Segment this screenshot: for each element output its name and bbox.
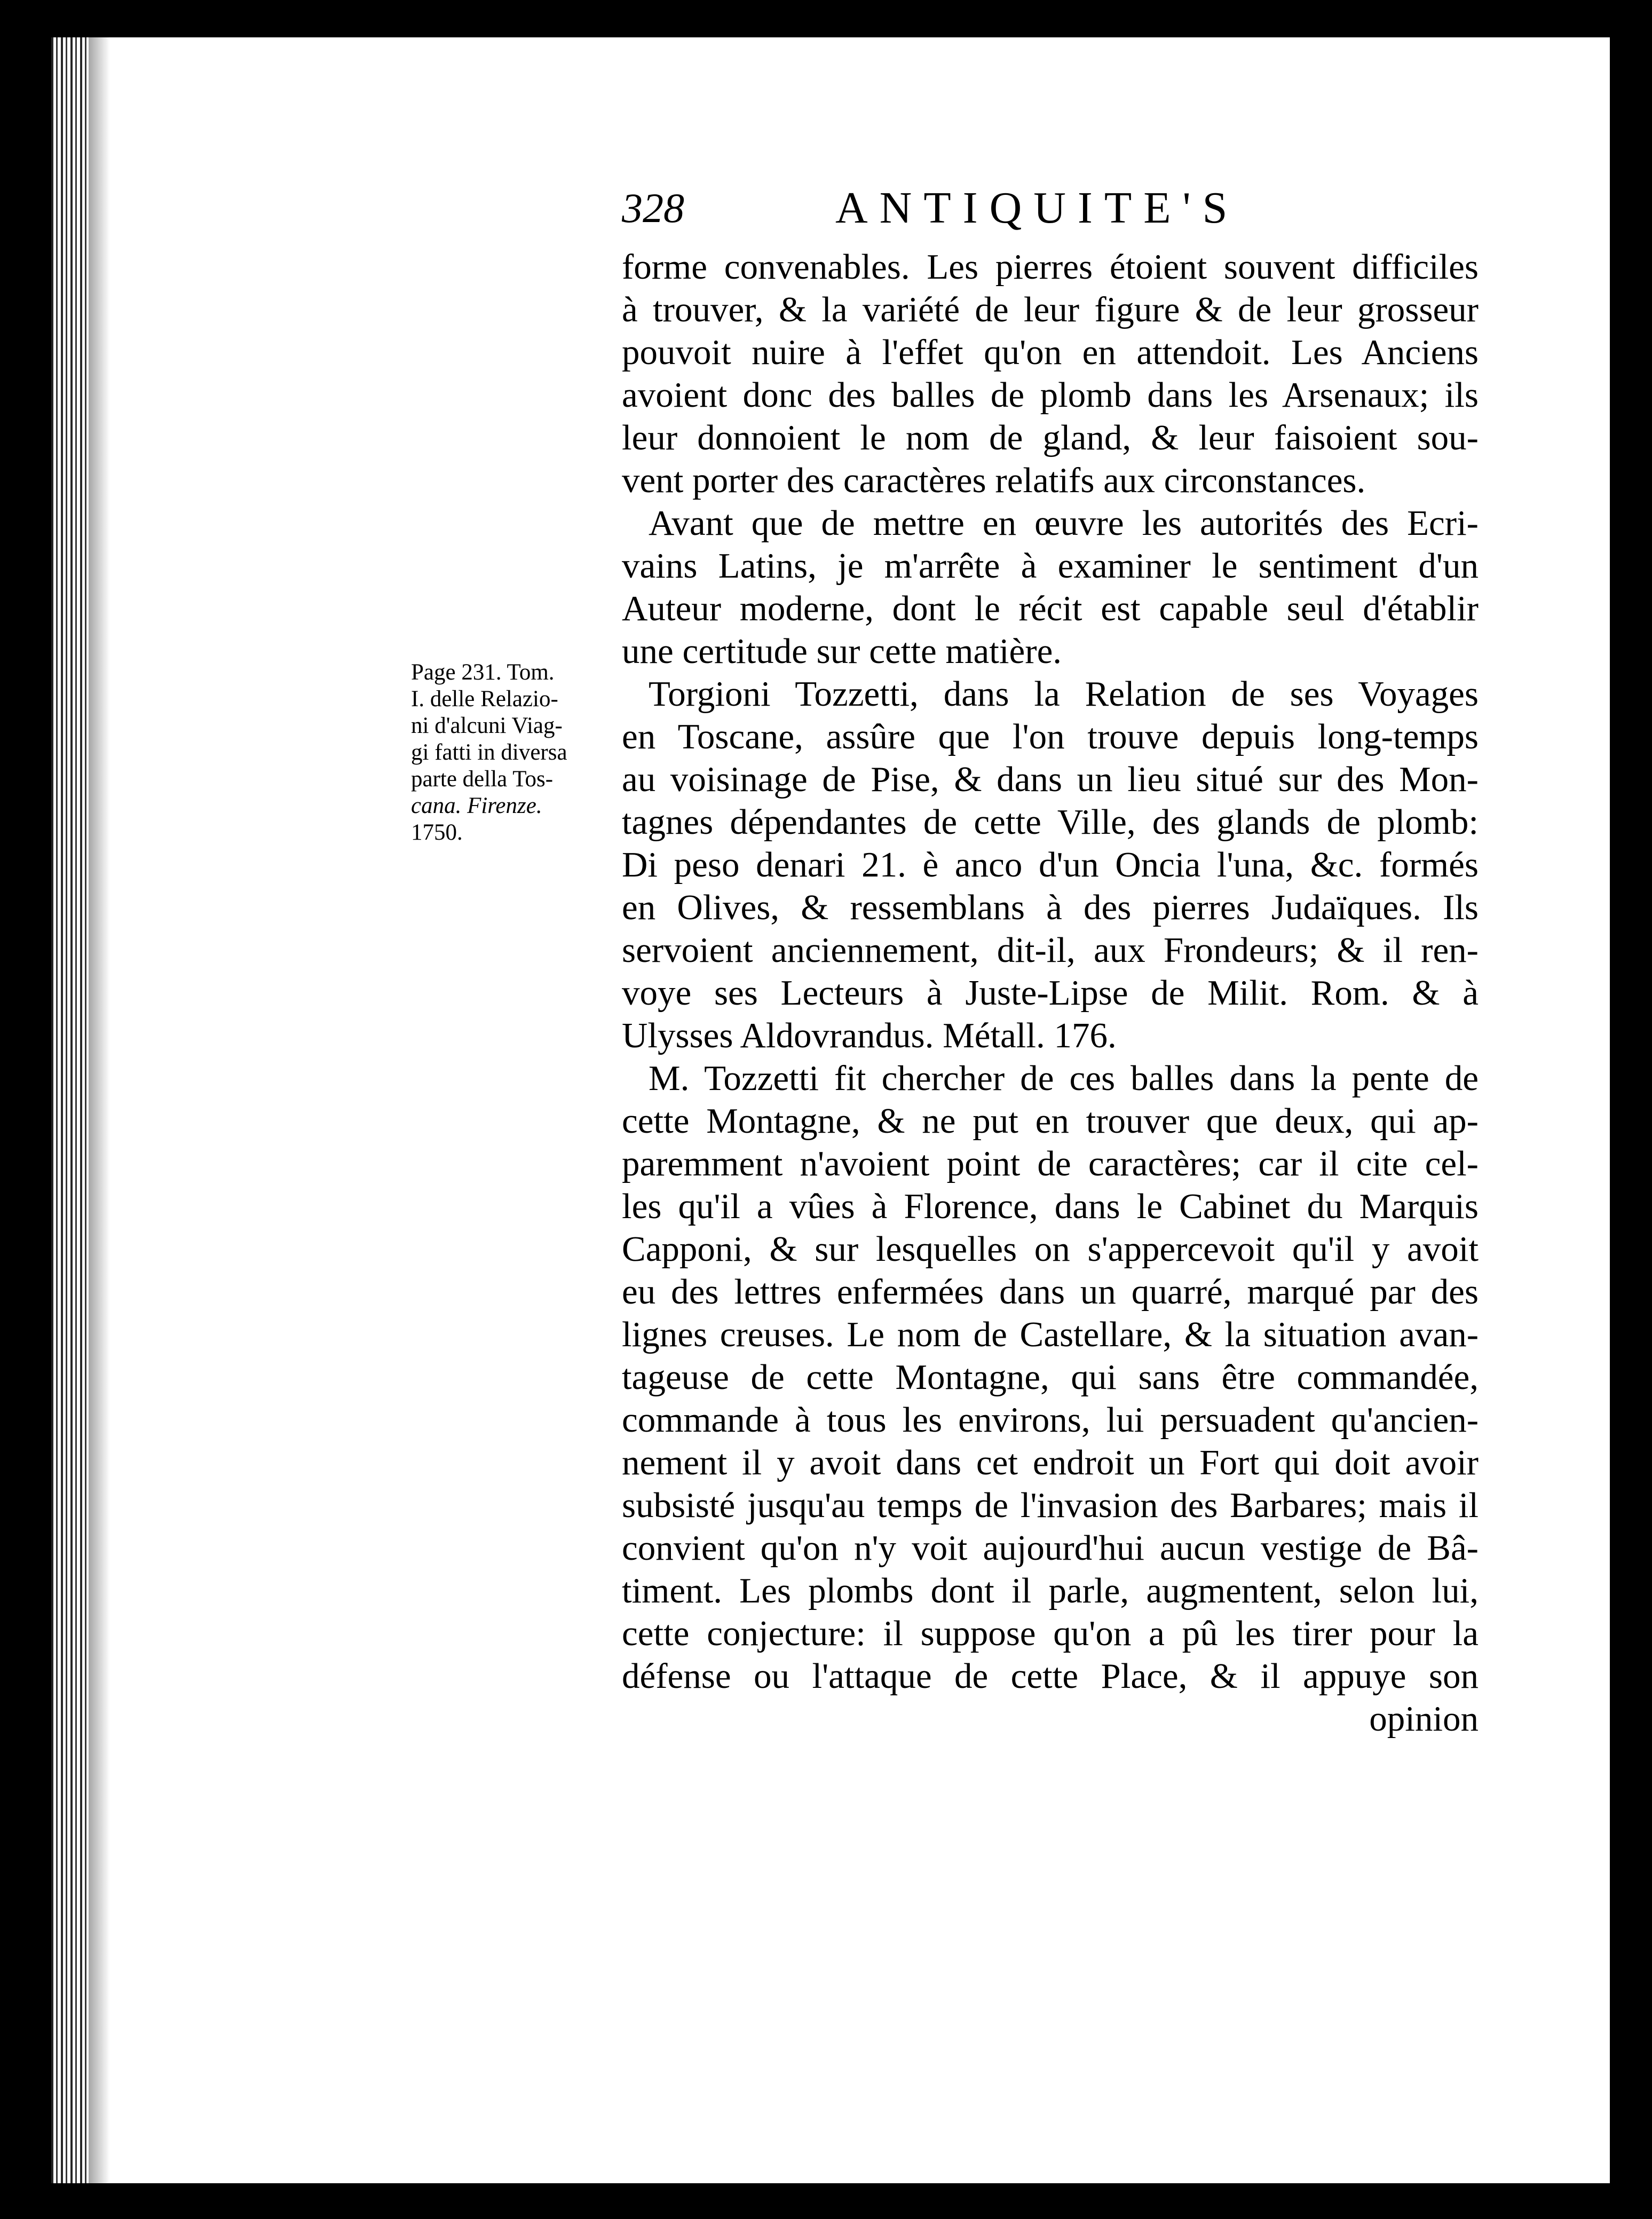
body-text (622, 246, 1479, 1740)
text-line: Avant que de mettre en œuvre les autorités des Ecri- (649, 503, 1479, 543)
text-line: avoient donc des balles de plomb dans les Arsenaux; ils (622, 375, 1479, 415)
text-line: voye ses Lecteurs à Juste-Lipse de Milit. Rom. & à (622, 973, 1479, 1013)
text-line: tagnes dépendantes de cette Ville, des glands de plomb: (622, 802, 1479, 842)
text-line: servoient anciennement, dit-il, aux Frondeurs; & il ren- (622, 930, 1479, 970)
text-line: Auteur moderne, dont le récit est capable seul d'établir (622, 589, 1479, 628)
binding-edge (51, 37, 89, 2183)
text-line: cette Montagne, & ne put en trouver que deux, qui ap- (622, 1101, 1479, 1141)
text-line: à trouver, & la variété de leur figure & de leur grosseur (622, 290, 1479, 329)
text-line: en Toscane, assûre que l'on trouve depuis long-temps (622, 717, 1479, 756)
text-line: convient qu'on n'y voit aujourd'hui aucun vestige de Bâ- (622, 1528, 1479, 1568)
margin-note-line: I. delle Relazio- (411, 686, 558, 712)
text-line: une certitude sur cette matière. (622, 631, 1062, 671)
text-line: pouvoit nuire à l'effet qu'on en attendoit. Les Anciens (622, 333, 1479, 372)
text-line: Torgioni Tozzetti, dans la Relation de ses Voyages (649, 674, 1479, 714)
binding-shadow (89, 37, 110, 2183)
text-line: défense ou l'attaque de cette Place, & il appuye son (622, 1656, 1479, 1696)
text-line: cette conjecture: il suppose qu'on a pû les tirer pour la (622, 1614, 1479, 1653)
margin-note-line: cana. Firenze. (411, 793, 542, 818)
margin-note (411, 659, 614, 846)
text-line: tageuse de cette Montagne, qui sans être commandée, (622, 1357, 1479, 1397)
margin-note-line: parte della Tos- (411, 767, 554, 792)
page-header (622, 173, 1476, 243)
margin-note-line: Page 231. Tom. (411, 660, 555, 685)
text-line: lignes creuses. Le nom de Castellare, & la situation avan- (622, 1315, 1479, 1354)
text-line: vent porter des caractères relatifs aux circonstances. (622, 461, 1366, 500)
text-line: Ulysses Aldovrandus. Métall. 176. (622, 1016, 1117, 1055)
text-line: eu des lettres enfermées dans un quarré, marqué par des (622, 1272, 1479, 1312)
text-line: les qu'il a vûes à Florence, dans le Cabinet du Marquis (622, 1187, 1479, 1226)
text-line: Di peso denari 21. è anco d'un Oncia l'una, &c. formés (622, 845, 1479, 885)
text-line: Capponi, & sur lesquelles on s'appercevoit qu'il y avoit (622, 1229, 1479, 1269)
text-line: nement il y avoit dans cet endroit un Fort qui doit avoir (622, 1443, 1479, 1482)
text-line: M. Tozzetti fit chercher de ces balles dans la pente de (649, 1059, 1479, 1098)
page-number: 328 (622, 185, 684, 231)
text-line: vains Latins, je m'arrête à examiner le sentiment d'un (622, 546, 1479, 586)
text-line: leur donnoient le nom de gland, & leur faisoient sou- (622, 418, 1479, 457)
running-head: ANTIQUITE'S (835, 183, 1239, 233)
margin-note-line: ni d'alcuni Viag- (411, 713, 563, 738)
margin-note-line: 1750. (411, 820, 463, 845)
margin-note-line: gi fatti in diversa (411, 740, 567, 765)
text-line: paremment n'avoient point de caractères; car il cite cel- (622, 1144, 1479, 1183)
text-line: commande à tous les environs, lui persuadent qu'ancien- (622, 1400, 1479, 1440)
catchword: opinion (1369, 1699, 1479, 1739)
text-line: subsisté jusqu'au temps de l'invasion des Barbares; mais il (622, 1486, 1479, 1525)
text-line: au voisinage de Pise, & dans un lieu situé sur des Mon- (622, 760, 1479, 799)
text-line: timent. Les plombs dont il parle, augmentent, selon lui, (622, 1571, 1479, 1610)
text-line: forme convenables. Les pierres étoient souvent difficiles (622, 247, 1479, 287)
text-line: en Olives, & ressemblans à des pierres Judaïques. Ils (622, 888, 1479, 927)
